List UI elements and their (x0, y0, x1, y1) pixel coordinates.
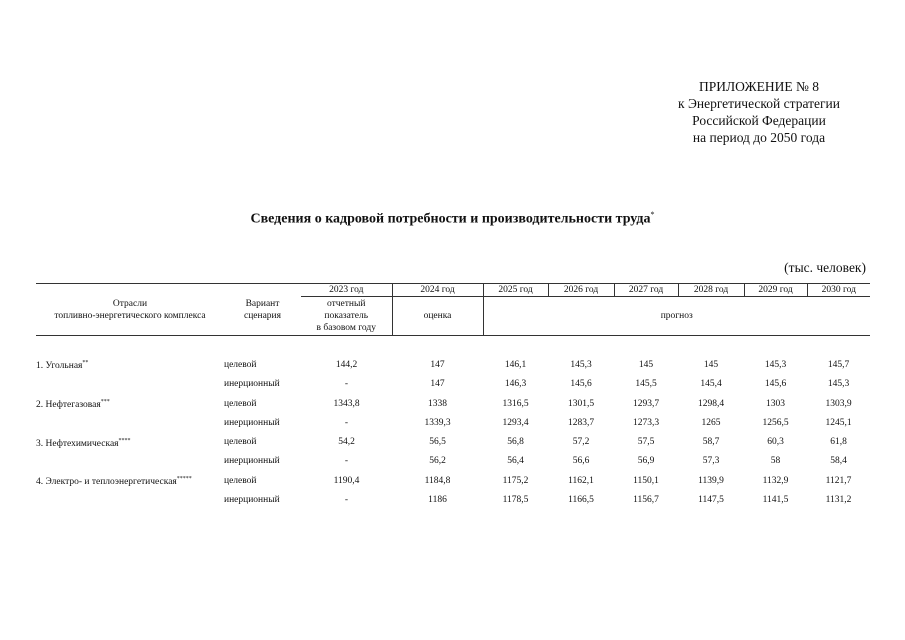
value-cell: 147 (430, 359, 445, 370)
value-cell: 144,2 (335, 359, 358, 370)
header-year: 2026 год (548, 284, 614, 297)
value-cell: 145 (703, 359, 719, 370)
industry-name: 4. Электро- и теплоэнергетическая (36, 477, 177, 488)
header-industry: Отрасли топливно-энергетического комплекса (36, 284, 224, 336)
value-cell: 1184,8 (424, 475, 451, 486)
industry-cell (36, 413, 224, 432)
value-cell: 58 (770, 456, 781, 467)
industry-cell (36, 375, 224, 394)
value-cell: - (344, 456, 349, 467)
value-cell: 1303 (766, 398, 785, 409)
value-cell: 57,3 (702, 456, 720, 467)
value-cell: 58,7 (702, 437, 720, 448)
appendix-reference: к Энергетической стратегии (678, 96, 840, 111)
appendix-country: Российской Федерации (692, 113, 826, 128)
value-cell: 1175,2 (502, 475, 529, 486)
value-cell: 1293,4 (502, 417, 529, 428)
value-cell: 1303,9 (825, 398, 852, 409)
value-cell: 1166,5 (568, 495, 594, 506)
value-cell: 57,5 (637, 437, 655, 448)
value-cell: 57,2 (572, 437, 590, 448)
value-cell: 145,7 (827, 359, 850, 370)
value-cell: 56,5 (429, 437, 446, 448)
industry-footnote: **** (118, 437, 131, 444)
title-text: Сведения о кадровой потребности и производительности труда (250, 211, 651, 227)
scenario-cell: целевой (224, 398, 257, 409)
value-cell: 145,3 (827, 379, 850, 390)
header-year: 2028 год (678, 284, 744, 297)
industry-name: 2. Нефтегазовая (36, 400, 101, 411)
industry-cell (36, 452, 224, 471)
spacer-row (36, 336, 870, 356)
page-title (0, 210, 905, 228)
workforce-table (36, 283, 870, 510)
value-cell: 1343,8 (333, 398, 360, 409)
header-year: 2025 год (483, 284, 548, 297)
value-cell: 146,1 (504, 359, 527, 370)
value-cell: 1186 (428, 495, 447, 506)
industry-cell (36, 355, 224, 374)
value-cell: - (344, 417, 349, 428)
value-cell: 1338 (428, 398, 447, 409)
value-cell: 145,5 (635, 379, 657, 390)
header-type-estimate: оценка (392, 297, 483, 336)
value-cell: 1141,5 (762, 495, 789, 506)
appendix-number: ПРИЛОЖЕНИЕ № 8 (698, 79, 820, 94)
value-cell: 1131,2 (825, 495, 852, 506)
value-cell: 56,2 (429, 456, 446, 467)
header-type-actual: отчетный показатель в базовом году (301, 297, 392, 336)
table-row (36, 375, 870, 394)
table-row (36, 471, 870, 490)
value-cell: 145,4 (700, 379, 722, 390)
value-cell: 1132,9 (762, 475, 789, 486)
scenario-cell: целевой (224, 475, 257, 486)
industry-footnote: ***** (176, 476, 192, 483)
table-row (36, 452, 870, 471)
table-row (36, 413, 870, 432)
value-cell: 1316,5 (502, 398, 529, 409)
title-footnote: * (650, 210, 655, 219)
industry-name: 3. Нефтехимическая (36, 438, 119, 449)
value-cell: 1293,7 (632, 398, 660, 409)
value-cell: 1265 (701, 417, 721, 428)
value-cell: 1156,7 (633, 495, 659, 506)
table-row (36, 490, 870, 509)
value-cell: 1150,1 (633, 475, 659, 486)
value-cell: 1256,5 (762, 417, 789, 428)
appendix-header (600, 78, 905, 146)
industry-footnote: ** (82, 360, 89, 367)
value-cell: 1245,1 (825, 417, 852, 428)
scenario-cell: инерционный (224, 456, 280, 467)
value-cell: 145,6 (764, 379, 787, 390)
value-cell: 146,3 (504, 379, 527, 390)
scenario-cell: целевой (224, 359, 257, 370)
value-cell: 145 (638, 359, 654, 370)
header-year: 2023 год (301, 284, 392, 297)
header-row-years (36, 284, 870, 297)
value-cell: 145,6 (570, 379, 592, 390)
table-row (36, 394, 870, 413)
table-body (36, 336, 870, 510)
header-type-forecast: прогноз (483, 297, 870, 336)
value-cell: - (344, 495, 349, 506)
scenario-cell: инерционный (224, 417, 280, 428)
scenario-cell: целевой (224, 437, 257, 448)
industry-cell (36, 471, 224, 490)
value-cell: 56,9 (637, 456, 655, 467)
value-cell: 54,2 (338, 437, 355, 448)
value-cell: 147 (430, 379, 445, 390)
table-row (36, 432, 870, 451)
industry-footnote: *** (100, 399, 110, 406)
value-cell: 1147,5 (698, 495, 724, 506)
industry-name: 1. Угольная (36, 361, 83, 372)
units-label: (тыс. человек) (784, 260, 866, 275)
scenario-cell: инерционный (224, 379, 280, 390)
value-cell: 1162,1 (568, 475, 594, 486)
value-cell: 61,8 (830, 437, 847, 448)
appendix-period: на период до 2050 года (692, 130, 826, 145)
value-cell: 1298,4 (697, 398, 725, 409)
header-scenario: Вариант сценария (224, 284, 301, 336)
value-cell: 1139,9 (698, 475, 724, 486)
scenario-cell: инерционный (224, 495, 280, 506)
value-cell: 56,8 (507, 437, 524, 448)
value-cell: 145,3 (764, 359, 787, 370)
header-year: 2029 год (744, 284, 807, 297)
header-year: 2024 год (392, 284, 483, 297)
industry-cell (36, 490, 224, 509)
value-cell: 1178,5 (502, 495, 529, 506)
value-cell: 1339,3 (424, 417, 451, 428)
table-row (36, 355, 870, 374)
value-cell: 56,4 (507, 456, 524, 467)
value-cell: 1301,5 (567, 398, 595, 409)
value-cell: 56,6 (572, 456, 590, 467)
value-cell: 1283,7 (567, 417, 595, 428)
value-cell: 60,3 (767, 437, 784, 448)
value-cell: 58,4 (830, 456, 847, 467)
value-cell: 1121,7 (825, 475, 852, 486)
industry-cell (36, 432, 224, 451)
value-cell: 145,3 (570, 359, 592, 370)
header-year: 2027 год (614, 284, 678, 297)
value-cell: 1190,4 (333, 475, 360, 486)
value-cell: - (344, 379, 349, 390)
industry-cell (36, 394, 224, 413)
header-year: 2030 год (807, 284, 870, 297)
value-cell: 1273,3 (632, 417, 660, 428)
